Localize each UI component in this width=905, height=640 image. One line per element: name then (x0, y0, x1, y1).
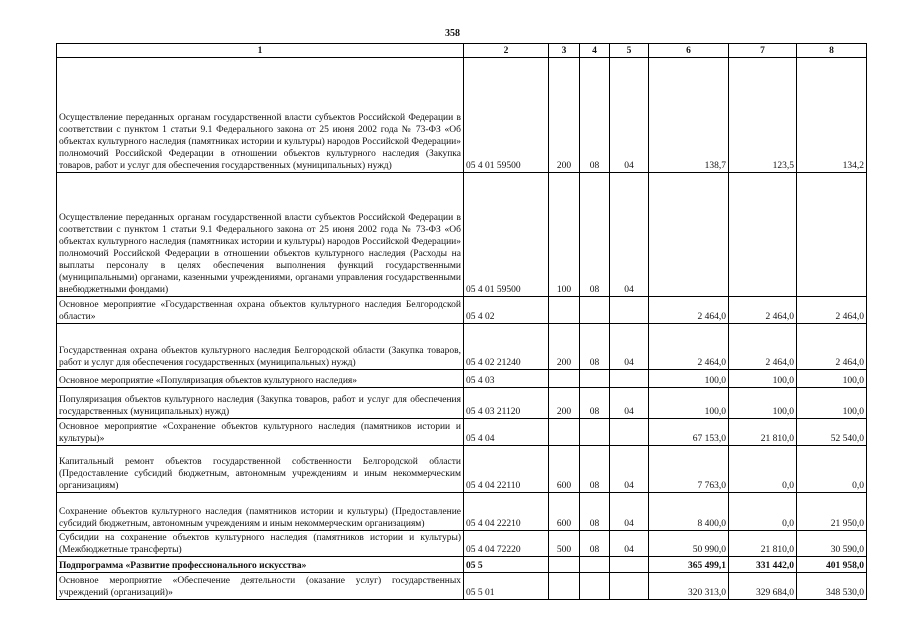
row-expense-type-cell: 200 (549, 58, 580, 173)
row-section-cell: 08 (580, 58, 610, 173)
row-section-cell (580, 573, 610, 600)
table-row (57, 493, 867, 531)
row-amount-cell: 401 958,0 (797, 557, 867, 573)
row-name-cell: Популяризация объектов культурного наследия (Закупка товаров, работ и услуг для обеспечения государственных (муниципальных) нужд) (57, 388, 464, 419)
table-row (57, 446, 867, 493)
table-row (57, 419, 867, 446)
row-amount-cell: 320 313,0 (649, 573, 729, 600)
page-number: 358 (445, 28, 460, 39)
table-row (57, 573, 867, 600)
budget-table (56, 43, 867, 600)
row-amount-cell: 100,0 (797, 370, 867, 388)
table-row (57, 58, 867, 173)
row-expense-type-cell: 600 (549, 493, 580, 531)
row-amount-cell: 2 464,0 (797, 324, 867, 370)
row-code-cell: 05 4 03 21120 (464, 388, 549, 419)
row-subsection-cell: 04 (610, 173, 649, 297)
row-expense-type-cell: 200 (549, 324, 580, 370)
row-amount-cell: 8 400,0 (649, 493, 729, 531)
row-expense-type-cell: 100 (549, 173, 580, 297)
table-row (57, 388, 867, 419)
row-code-cell: 05 5 01 (464, 573, 549, 600)
row-amount-cell (797, 173, 867, 297)
row-section-cell (580, 370, 610, 388)
row-subsection-cell (610, 557, 649, 573)
row-expense-type-cell: 200 (549, 388, 580, 419)
table-row (57, 173, 867, 297)
row-amount-cell: 52 540,0 (797, 419, 867, 446)
table-header-row (57, 44, 867, 58)
row-amount-cell: 2 464,0 (729, 297, 797, 324)
column-header: 4 (580, 44, 610, 58)
row-subsection-cell: 04 (610, 388, 649, 419)
row-expense-type-cell: 600 (549, 446, 580, 493)
row-section-cell (580, 419, 610, 446)
row-name-cell: Осуществление переданных органам государственной власти субъектов Российской Федерации в соответствии с пунктом 1 статьи 9.1 Федерального закона от 25 июня 2002 года № 73-ФЗ «Об объектах культурного наследия (памятниках истории и культуры) народов Российской Федерации» полномочий Российской Федерации в отношении объектов культурного наследия (Расходы на выплаты персоналу в целях обеспечения выполнения функций государственными (муниципальными) органами, казенными учреждениями, органами управления государственными внебюджетными фондами) (57, 173, 464, 297)
row-subsection-cell: 04 (610, 324, 649, 370)
row-amount-cell: 2 464,0 (797, 297, 867, 324)
row-subsection-cell (610, 419, 649, 446)
row-subsection-cell: 04 (610, 446, 649, 493)
row-code-cell: 05 4 04 22110 (464, 446, 549, 493)
row-section-cell: 08 (580, 173, 610, 297)
column-header: 3 (549, 44, 580, 58)
row-amount-cell: 100,0 (649, 388, 729, 419)
row-amount-cell: 100,0 (729, 388, 797, 419)
row-amount-cell: 0,0 (729, 446, 797, 493)
row-expense-type-cell (549, 557, 580, 573)
row-name-cell: Сохранение объектов культурного наследия (памятников истории и культуры) (Предоставление субсидий бюджетным, автономным учреждениям и иным некоммерческим организациям) (57, 493, 464, 531)
row-name-cell: Основное мероприятие «Сохранение объектов культурного наследия (памятников истории и культуры)» (57, 419, 464, 446)
row-code-cell: 05 4 02 21240 (464, 324, 549, 370)
row-subsection-cell (610, 297, 649, 324)
row-amount-cell: 0,0 (797, 446, 867, 493)
row-amount-cell: 21 950,0 (797, 493, 867, 531)
table-row (57, 297, 867, 324)
row-amount-cell: 100,0 (797, 388, 867, 419)
row-amount-cell: 2 464,0 (729, 324, 797, 370)
row-amount-cell: 0,0 (729, 493, 797, 531)
row-section-cell (580, 557, 610, 573)
table-row (57, 324, 867, 370)
row-amount-cell: 365 499,1 (649, 557, 729, 573)
row-section-cell: 08 (580, 446, 610, 493)
row-expense-type-cell (549, 419, 580, 446)
column-header: 1 (57, 44, 464, 58)
row-amount-cell: 100,0 (649, 370, 729, 388)
row-section-cell: 08 (580, 324, 610, 370)
row-section-cell: 08 (580, 531, 610, 557)
row-amount-cell: 348 530,0 (797, 573, 867, 600)
row-subsection-cell: 04 (610, 531, 649, 557)
row-section-cell: 08 (580, 493, 610, 531)
row-code-cell: 05 4 02 (464, 297, 549, 324)
row-subsection-cell: 04 (610, 493, 649, 531)
column-header: 2 (464, 44, 549, 58)
row-code-cell: 05 4 01 59500 (464, 58, 549, 173)
row-amount-cell: 7 763,0 (649, 446, 729, 493)
table-row (57, 557, 867, 573)
column-header: 5 (610, 44, 649, 58)
row-code-cell: 05 4 04 22210 (464, 493, 549, 531)
row-amount-cell: 67 153,0 (649, 419, 729, 446)
row-subsection-cell (610, 370, 649, 388)
row-amount-cell (729, 173, 797, 297)
row-expense-type-cell (549, 297, 580, 324)
row-amount-cell: 100,0 (729, 370, 797, 388)
row-amount-cell (649, 173, 729, 297)
row-name-cell: Государственная охрана объектов культурного наследия Белгородской области (Закупка товаров, работ и услуг для обеспечения государственных (муниципальных) нужд) (57, 324, 464, 370)
row-expense-type-cell (549, 370, 580, 388)
row-name-cell: Капитальный ремонт объектов государственной собственности Белгородской области (Предоставление субсидий бюджетным, автономным учреждениям и иным некоммерческим организациям) (57, 446, 464, 493)
row-expense-type-cell: 500 (549, 531, 580, 557)
row-code-cell: 05 4 04 (464, 419, 549, 446)
row-amount-cell: 2 464,0 (649, 324, 729, 370)
row-amount-cell: 2 464,0 (649, 297, 729, 324)
table-row (57, 370, 867, 388)
row-code-cell: 05 5 (464, 557, 549, 573)
row-section-cell (580, 297, 610, 324)
row-name-cell: Субсидии на сохранение объектов культурного наследия (памятников истории и культуры) (Межбюджетные трансферты) (57, 531, 464, 557)
row-name-cell: Основное мероприятие «Популяризация объектов культурного наследия» (57, 370, 464, 388)
row-name-cell: Основное мероприятие «Обеспечение деятельности (оказание услуг) государственных учреждений (организаций)» (57, 573, 464, 600)
row-subsection-cell (610, 573, 649, 600)
row-subsection-cell: 04 (610, 58, 649, 173)
column-header: 6 (649, 44, 729, 58)
row-code-cell: 05 4 04 72220 (464, 531, 549, 557)
row-amount-cell: 331 442,0 (729, 557, 797, 573)
row-amount-cell: 123,5 (729, 58, 797, 173)
row-amount-cell: 21 810,0 (729, 419, 797, 446)
row-name-cell: Основное мероприятие «Государственная охрана объектов культурного наследия Белгородской области» (57, 297, 464, 324)
row-code-cell: 05 4 01 59500 (464, 173, 549, 297)
row-amount-cell: 134,2 (797, 58, 867, 173)
row-code-cell: 05 4 03 (464, 370, 549, 388)
row-name-cell: Осуществление переданных органам государственной власти субъектов Российской Федерации в соответствии с пунктом 1 статьи 9.1 Федерального закона от 25 июня 2002 года № 73-ФЗ «Об объектах культурного наследия (памятниках истории и культуры) народов Российской Федерации» полномочий Российской Федерации в отношении объектов культурного наследия (Закупка товаров, работ и услуг для обеспечения государственных (муниципальных) нужд) (57, 58, 464, 173)
row-amount-cell: 138,7 (649, 58, 729, 173)
row-expense-type-cell (549, 573, 580, 600)
column-header: 7 (729, 44, 797, 58)
table-row (57, 531, 867, 557)
row-amount-cell: 21 810,0 (729, 531, 797, 557)
row-amount-cell: 30 590,0 (797, 531, 867, 557)
row-amount-cell: 329 684,0 (729, 573, 797, 600)
row-amount-cell: 50 990,0 (649, 531, 729, 557)
row-section-cell: 08 (580, 388, 610, 419)
row-name-cell: Подпрограмма «Развитие профессионального искусства» (57, 557, 464, 573)
column-header: 8 (797, 44, 867, 58)
